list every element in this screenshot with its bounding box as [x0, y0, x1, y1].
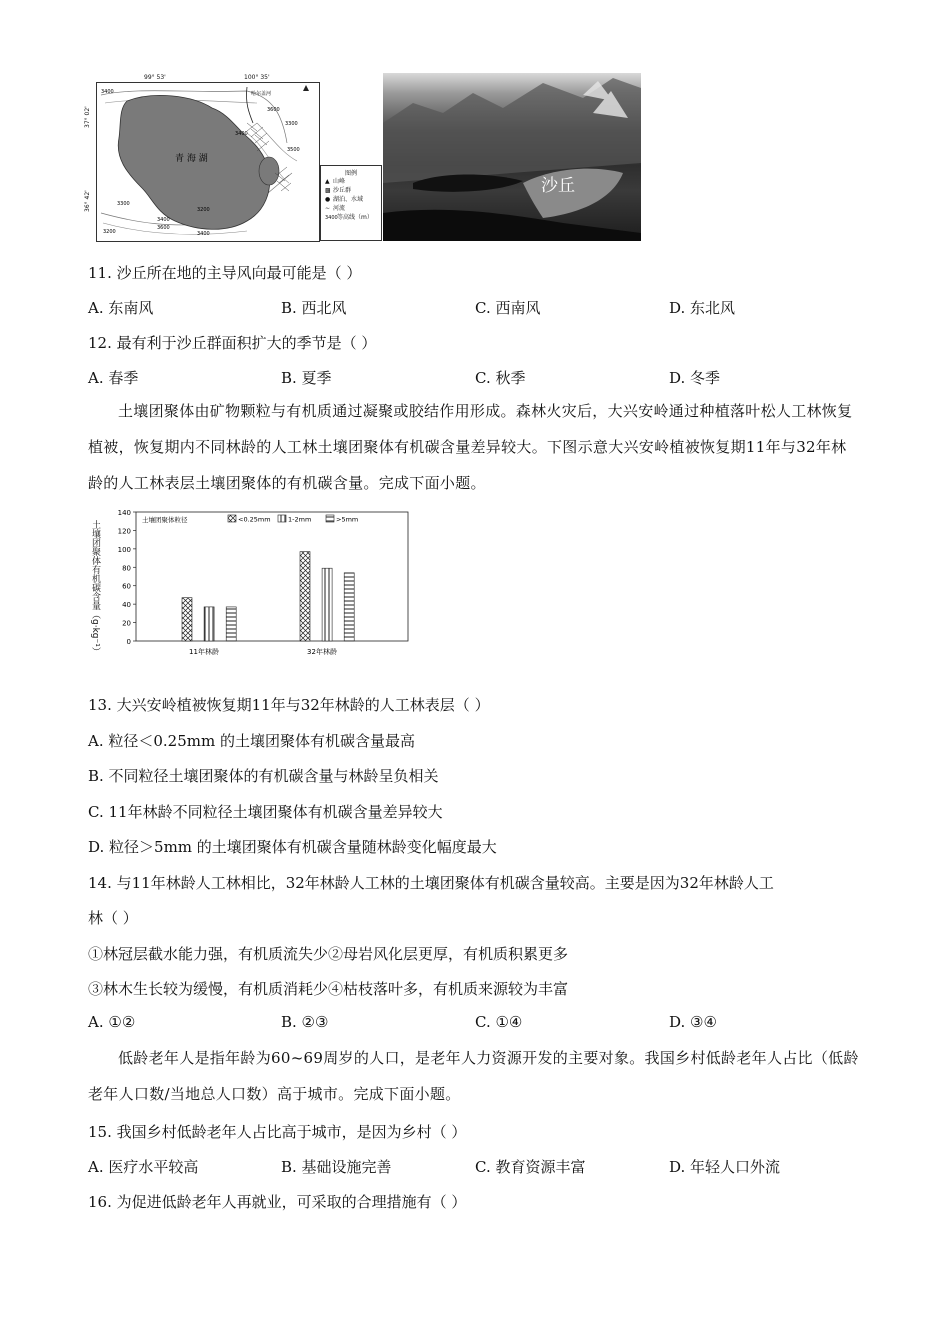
q14-option-a[interactable]: A. ①②	[88, 1013, 136, 1031]
chart-plot-frame	[136, 512, 408, 641]
question-13-stem: 13. 大兴安岭植被恢复期11年与32年林龄的人工林表层（ ）	[88, 696, 490, 714]
y-tick-label: 20	[122, 619, 131, 628]
q11-option-a[interactable]: A. 东南风	[88, 299, 154, 317]
map-legend	[320, 165, 382, 241]
q13-option-c[interactable]: C. 11年林龄不同粒径土壤团聚体有机碳含量差异较大	[88, 803, 443, 821]
bar-5mm-1	[226, 607, 236, 641]
legend-item: ∼ 河流	[325, 205, 346, 212]
lake-shape	[259, 157, 279, 185]
bar-025mm-1	[182, 598, 192, 641]
y-tick-label: 0	[126, 638, 131, 646]
contour-label: 3400	[157, 217, 170, 223]
q13-option-b[interactable]: B. 不同粒径土壤团聚体的有机碳含量与林龄呈负相关	[88, 767, 439, 785]
question-16-stem: 16. 为促进低龄老年人再就业，可采取的合理措施有（ ）	[88, 1193, 467, 1211]
lat-label-top: 37° 02'	[84, 106, 91, 128]
q14-items-1: ①林冠层截水能力强，有机质流失少②母岩风化层更厚，有机质积累更多	[88, 945, 569, 963]
question-14-stem: 14. 与11年林龄人工林相比，32年林龄人工林的土壤团聚体有机碳含量较高。主要是因为32年林龄人工	[88, 874, 774, 892]
legend-item: ▲ 山峰	[325, 178, 346, 185]
peak-marker	[303, 85, 309, 91]
passage-soil: 土壤团聚体由矿物颗粒与有机质通过凝聚或胶结作用形成。森林火灾后，大兴安岭通过种植落叶松人工林恢复植被，恢复期内不同林龄的人工林土壤团聚体有机碳含量差异较大。下图示意大兴安岭植被恢复期11年与32年林龄的人工林表层土壤团聚体的有机碳含量。完成下面小题。	[88, 402, 853, 492]
question-11-stem: 11. 沙丘所在地的主导风向最可能是（ ）	[88, 264, 362, 282]
q12-option-b[interactable]: B. 夏季	[281, 369, 332, 387]
qinghai-lake-map	[96, 82, 320, 242]
legend-label: 1-2mm	[288, 515, 312, 524]
q14-option-b[interactable]: B. ②③	[281, 1013, 329, 1031]
q11-option-b[interactable]: B. 西北风	[281, 299, 347, 317]
y-tick-label: 120	[117, 527, 131, 536]
chart-svg	[88, 508, 413, 660]
y-tick-label: 60	[122, 582, 131, 591]
legend-title: 图例	[344, 170, 357, 177]
legend-title: 土壤团聚体粒径	[142, 516, 188, 524]
question-15-stem: 15. 我国乡村低龄老年人占比高于城市，是因为乡村（ ）	[88, 1123, 467, 1141]
q14-option-c[interactable]: C. ①④	[475, 1013, 523, 1031]
y-tick-label: 100	[117, 545, 131, 554]
photo-svg	[383, 73, 641, 241]
q12-option-a[interactable]: A. 春季	[88, 369, 139, 387]
q11-option-c[interactable]: C. 西南风	[475, 299, 541, 317]
contour-label: 3400	[101, 89, 114, 95]
contour-label: 3200	[197, 207, 210, 213]
contour-label: 3600	[157, 225, 170, 231]
soil-carbon-chart	[88, 508, 413, 660]
q13-option-d[interactable]: D. 粒径＞5mm 的土壤团聚体有机碳含量随林龄变化幅度最大	[88, 838, 497, 856]
bar-12mm-2	[322, 568, 332, 641]
y-tick-label: 40	[122, 601, 131, 610]
legend-item: ▩ 沙丘群	[325, 187, 352, 194]
legend-swatch	[326, 515, 334, 522]
contour-label: 3200	[103, 229, 116, 235]
legend-label: <0.25mm	[238, 515, 271, 524]
question-14-stem-cont: 林（ ）	[88, 909, 138, 927]
q11-option-d[interactable]: D. 东北风	[669, 299, 736, 317]
contour-label: 3400	[235, 131, 248, 137]
q15-option-d[interactable]: D. 年轻人口外流	[669, 1158, 781, 1176]
legend-item: ● 湖泊、水域	[325, 196, 364, 203]
legend-label: >5mm	[336, 515, 359, 524]
map-svg	[97, 83, 319, 241]
contour-label: 3400	[197, 231, 210, 237]
y-tick-label: 140	[117, 509, 131, 517]
chart-y-axis-label: 土壤团聚体有机碳含量（g·kg⁻¹）	[90, 520, 100, 656]
photo-label: 沙丘	[541, 176, 575, 196]
x-category-label: 32年林龄	[307, 648, 337, 656]
legend-swatch	[278, 515, 286, 522]
contour-label: 3500	[287, 147, 300, 153]
water-shape	[383, 210, 641, 241]
river-label: 哈尔盖河	[251, 91, 272, 97]
contour-label: 3300	[117, 201, 130, 207]
contour-label: 3300	[285, 121, 298, 127]
q12-option-c[interactable]: C. 秋季	[475, 369, 526, 387]
q14-option-d[interactable]: D. ③④	[669, 1013, 717, 1031]
x-category-label: 11年林龄	[189, 648, 219, 656]
q15-option-b[interactable]: B. 基础设施完善	[281, 1158, 392, 1176]
q15-option-a[interactable]: A. 医疗水平较高	[88, 1158, 199, 1176]
question-12-stem: 12. 最有利于沙丘群面积扩大的季节是（ ）	[88, 334, 377, 352]
legend-item: 3400等高线（m）	[325, 214, 373, 221]
lat-label-bottom: 36° 42'	[84, 190, 91, 212]
lon-label-right: 100° 35'	[244, 74, 270, 81]
y-tick-label: 80	[122, 564, 131, 573]
q12-option-d[interactable]: D. 冬季	[669, 369, 721, 387]
bar-12mm-1	[204, 607, 214, 641]
dune-photo	[383, 73, 641, 241]
q15-option-c[interactable]: C. 教育资源丰富	[475, 1158, 586, 1176]
q13-option-a[interactable]: A. 粒径＜0.25mm 的土壤团聚体有机碳含量最高	[88, 732, 415, 750]
passage-elderly: 低龄老年人是指年龄为60~69周岁的人口，是老年人力资源开发的主要对象。我国乡村低龄老年人占比（低龄老年人口数/当地总人口数）高于城市。完成下面小题。	[88, 1049, 859, 1103]
bar-5mm-2	[344, 573, 354, 641]
lon-label-left: 99° 53'	[144, 74, 166, 81]
lake-label: 青 海 湖	[175, 154, 208, 164]
bar-025mm-2	[300, 552, 310, 641]
legend-swatch	[228, 515, 236, 522]
q14-items-2: ③林木生长较为缓慢，有机质消耗少④枯枝落叶多，有机质来源较为丰富	[88, 980, 569, 998]
contour-label: 3600	[267, 107, 280, 113]
